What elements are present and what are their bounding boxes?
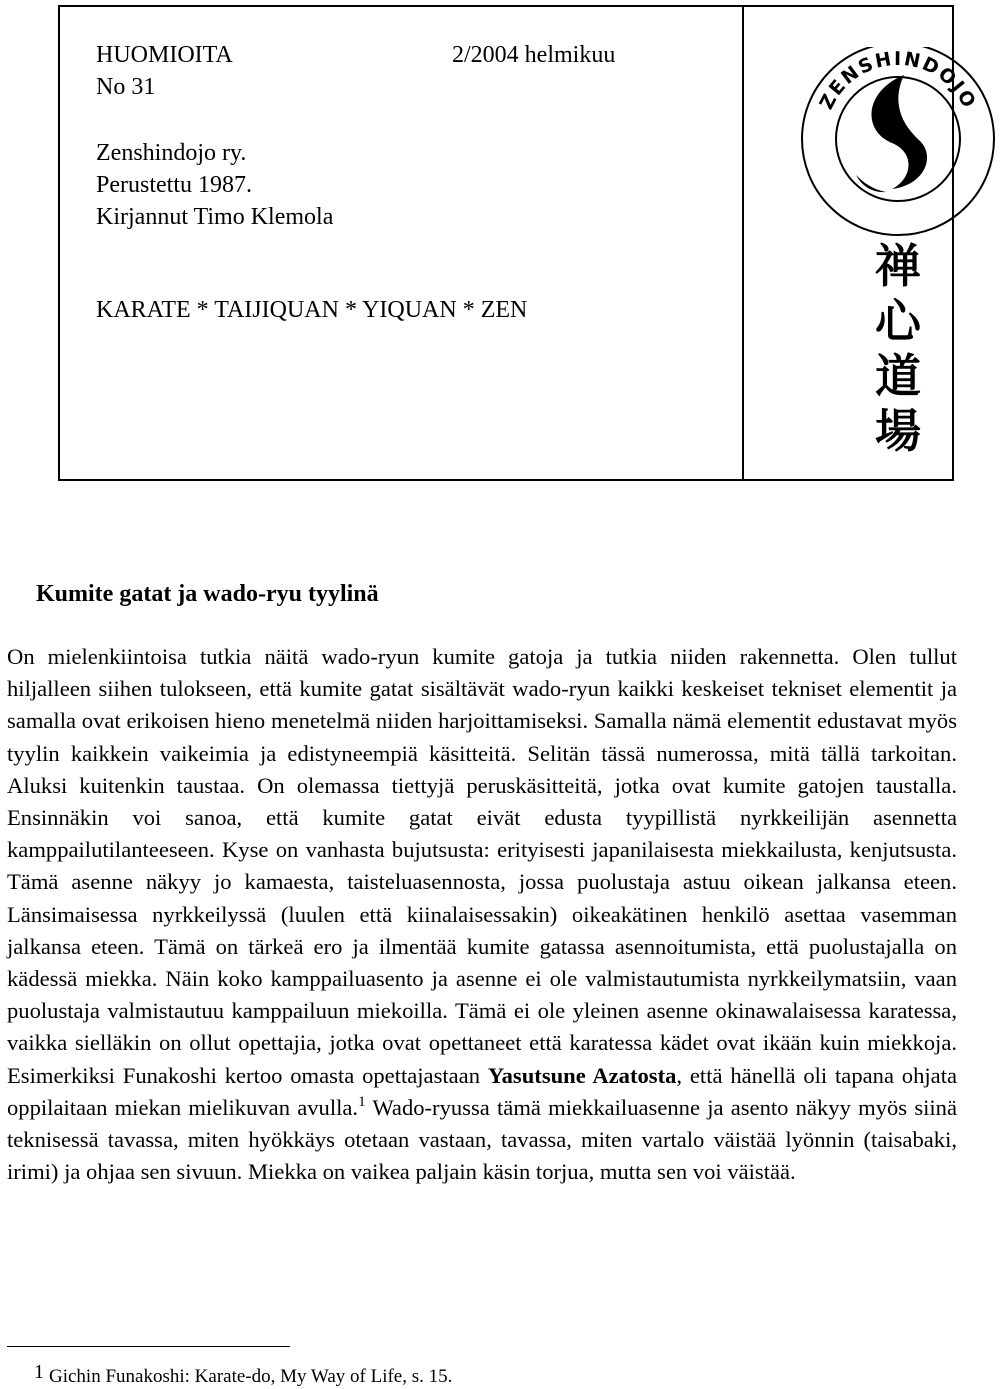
footnote <box>34 1360 452 1389</box>
logo-ring-text: ZENSHINDOJO <box>815 47 981 114</box>
header-box <box>58 5 981 481</box>
issue-date: 2/2004 helmikuu <box>452 42 616 68</box>
footnote-separator <box>7 1346 290 1347</box>
publication-name: HUOMIOITA <box>96 42 233 68</box>
logo-calligraphy-char-1: 禅 <box>875 239 921 293</box>
footnote-number: 1 <box>34 1361 44 1383</box>
logo-calligraphy-char-2: 心 <box>875 294 921 348</box>
header-divider <box>742 7 744 479</box>
logo-calligraphy-char-3: 道 <box>875 349 921 403</box>
bold-name: Yasutsune Azatosta <box>487 1062 677 1088</box>
issue-number: No 31 <box>96 74 156 100</box>
footnote-text: Gichin Funakoshi: Karate-do, My Way of Life, s. 15. <box>49 1366 453 1387</box>
body-part-3: Wado-ryussa tämä miekkailuasenne ja asento näkyy myös siinä teknisessä tavassa, miten hyökkäys otetaan vastaan, tavassa, miten vartalo väistää lyönnin (taisabaki, irimi) ja ohjaa sen sivuun. Miekka on vaikea paljain käsin torjua, mutta sen voi väistää. <box>7 1094 957 1185</box>
logo-emblem <box>796 47 1006 467</box>
author-note: Kirjannut Timo Klemola <box>96 204 334 230</box>
footnote-reference[interactable]: 1 <box>358 1093 366 1110</box>
club-name: Zenshindojo ry. <box>96 140 247 166</box>
body-part-2: , että hänellä oli tapana ohjata oppilaitaan miekan mielikuvan avulla. <box>7 1062 958 1120</box>
logo-calligraphy-char-4: 場 <box>875 404 921 458</box>
zenshindojo-logo <box>796 47 1006 467</box>
article-title: Kumite gatat ja wado-ryu tyylinä <box>36 581 379 607</box>
disciplines-line: KARATE * TAIJIQUAN * YIQUAN * ZEN <box>96 297 528 323</box>
article-body <box>7 641 957 1188</box>
founded-note: Perustettu 1987. <box>96 172 252 198</box>
body-part-1: On mielenkiintoisa tutkia näitä wado-ryun kumite gatoja ja tutkia niiden rakennetta. Olen tullut hiljalleen siihen tulokseen, että kumite gatat sisältävät wado-ryun kaikki keskeiset tekniset elementit ja samalla ovat erikoisen hieno menetelmä niiden harjoittamiseksi. Samalla nämä elementit edustavat myös tyylin kaikkein vaikeimia ja edistyneempiä käsitteitä. Selitän tässä numerossa, mitä tällä tarkoitan. Aluksi kuitenkin taustaa. On olemassa tiettyjä peruskäsitteitä, jotka ovat kumite gatojen taustalla. Ensinnäkin voi sanoa, että kumite gatat eivät edusta tyypillistä nyrkkeilijän asennetta kamppailutilanteeseen. Kyse on vanhasta bujutsusta: erityisesti japanilaisesta miekkailusta, kenjutsusta. Tämä asenne näkyy jo kamaesta, taisteluasennosta, jossa puolustaja astuu oikean jalkansa eteen. Länsimaisessa nyrkkeilyssä (luulen että kiinalaisessakin) oikeakätinen henkilö asettaa vasemman jalkansa eteen. Tämä on tärkeä ero ja ilmentää kumite gatassa asennoitumista, että puolustajalla on kädessä miekka. Näin koko kamppailuasento ja asenne ei ole valmistautumista nyrkkeilymatsiin, vaan puolustaja valmistautuu kamppailuun miekoilla. Tämä ei ole yleinen asenne okinawalaisessa karatessa, vaikka sielläkin on ollut opettajia, jotka ovat opettaneet että karatessa kädet ovat ikään kuin miekkoja. Esimerkiksi Funakoshi kertoo omasta opettajastaan <box>7 644 957 1088</box>
